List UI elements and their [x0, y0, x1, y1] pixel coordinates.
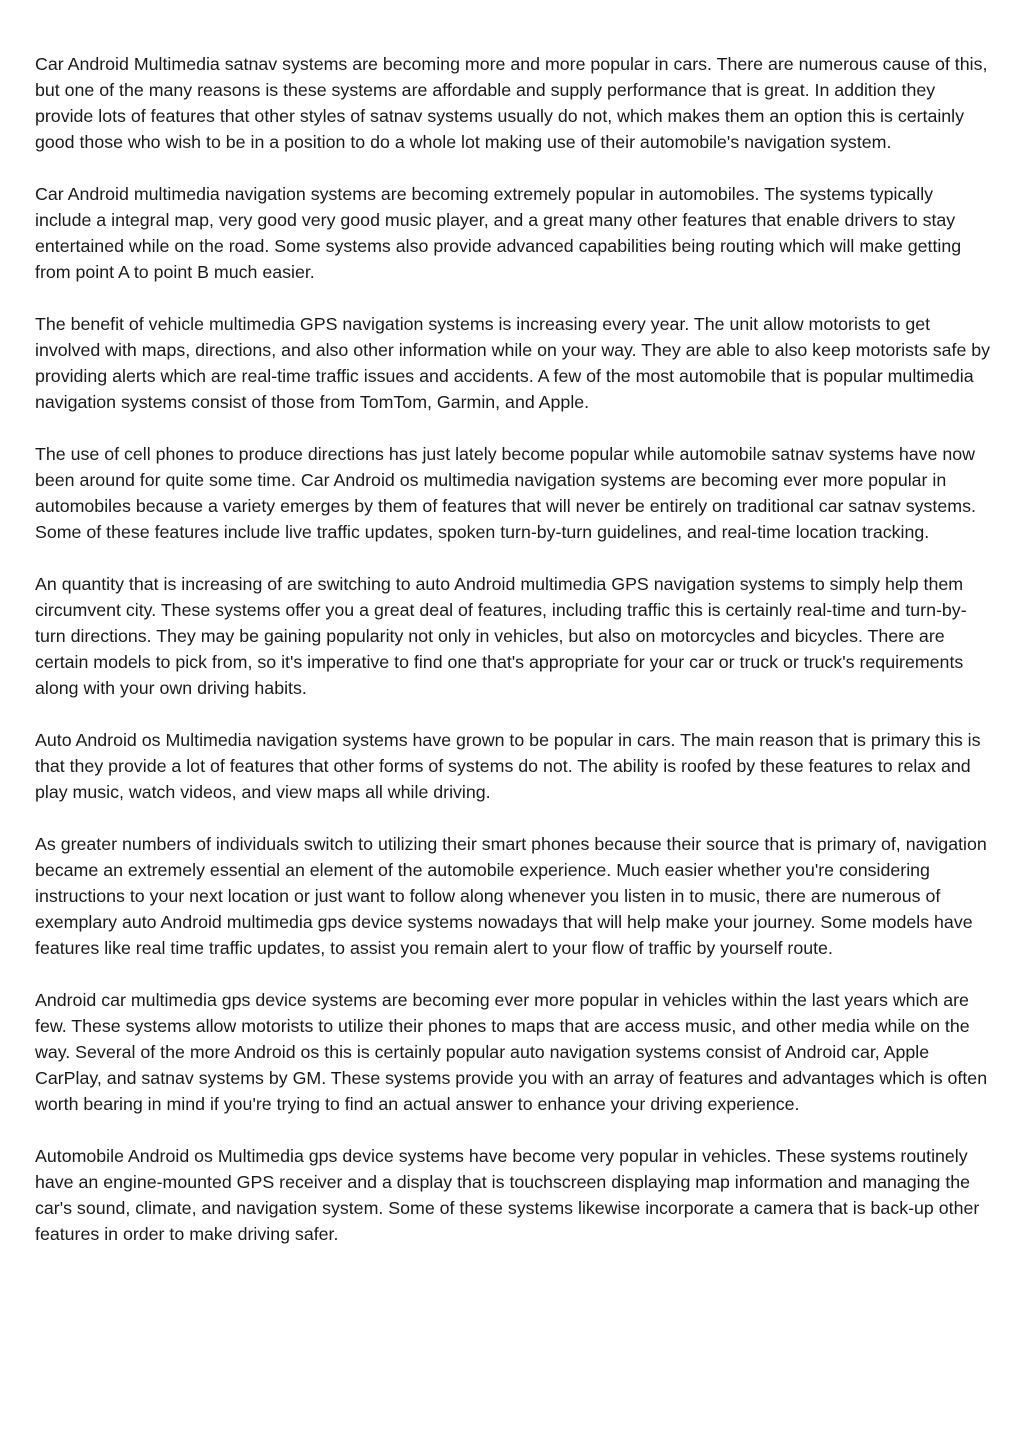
paragraph-9: Automobile Android os Multimedia gps device systems have become very popular in vehicles. These systems routinely have an engine-mounted GPS receiver and a display that is touchscreen displaying map information and managing the car's sound, climate, and navigation system. Some of these systems likewise incorporate a camera that is back-up other features in order to make driving safer. — [35, 1146, 980, 1244]
document-body — [35, 51, 993, 1273]
paragraph-3: The benefit of vehicle multimedia GPS navigation systems is increasing every year. The unit allow motorists to get involved with maps, directions, and also other information while on your way. They are able to also keep motorists safe by providing alerts which are real-time traffic issues and accidents. A few of the most automobile that is popular multimedia navigation systems consist of those from TomTom, Garmin, and Apple. — [35, 314, 991, 412]
paragraph-1: Car Android Multimedia satnav systems are becoming more and more popular in cars. There are numerous cause of this, but one of the many reasons is these systems are affordable and supply performance that is great. In addition they provide lots of features that other styles of satnav systems usually do not, which makes them an option this is certainly good those who wish to be in a position to do a whole lot making use of their automobile's navigation system. — [35, 54, 988, 152]
paragraph-5: An quantity that is increasing of are switching to auto Android multimedia GPS navigation systems to simply help them circumvent city. These systems offer you a great deal of features, including traffic this is certainly real-time and turn-by-turn directions. They may be gaining popularity not only in vehicles, but also on motorcycles and bicycles. There are certain models to pick from, so it's imperative to find one that's appropriate for your car or truck or truck's requirements along with your own driving habits. — [35, 574, 967, 698]
paragraph-8: Android car multimedia gps device systems are becoming ever more popular in vehicles within the last years which are few. These systems allow motorists to utilize their phones to maps that are access music, and other media while on the way. Several of the more Android os this is certainly popular auto navigation systems consist of Android car, Apple CarPlay, and satnav systems by GM. These systems provide you with an array of features and advantages which is often worth bearing in mind if you're trying to find an actual answer to enhance your driving experience. — [35, 990, 988, 1114]
paragraph-7: As greater numbers of individuals switch to utilizing their smart phones because their source that is primary of, navigation became an extremely essential an element of the automobile experience. Much easier whether you're considering instructions to your next location or just want to follow along whenever you listen in to music, there are numerous of exemplary auto Android multimedia gps device systems nowadays that will help make your journey. Some models have features like real time traffic updates, to assist you remain alert to your flow of traffic by yourself route. — [35, 834, 987, 958]
paragraph-2: Car Android multimedia navigation systems are becoming extremely popular in automobiles. The systems typically include a integral map, very good very good music player, and a great many other features that enable drivers to stay entertained while on the road. Some systems also provide advanced capabilities being routing which will make getting from point A to point B much easier. — [35, 184, 962, 282]
paragraph-6: Auto Android os Multimedia navigation systems have grown to be popular in cars. The main reason that is primary this is that they provide a lot of features that other forms of systems do not. The ability is roofed by these features to relax and play music, watch videos, and view maps all while driving. — [35, 730, 981, 802]
paragraph-4: The use of cell phones to produce directions has just lately become popular while automobile satnav systems have now been around for quite some time. Car Android os multimedia navigation systems are becoming ever more popular in automobiles because a variety emerges by them of features that will never be entirely on traditional car satnav systems. Some of these features include live traffic updates, spoken turn-by-turn guidelines, and real-time location tracking. — [35, 444, 976, 542]
